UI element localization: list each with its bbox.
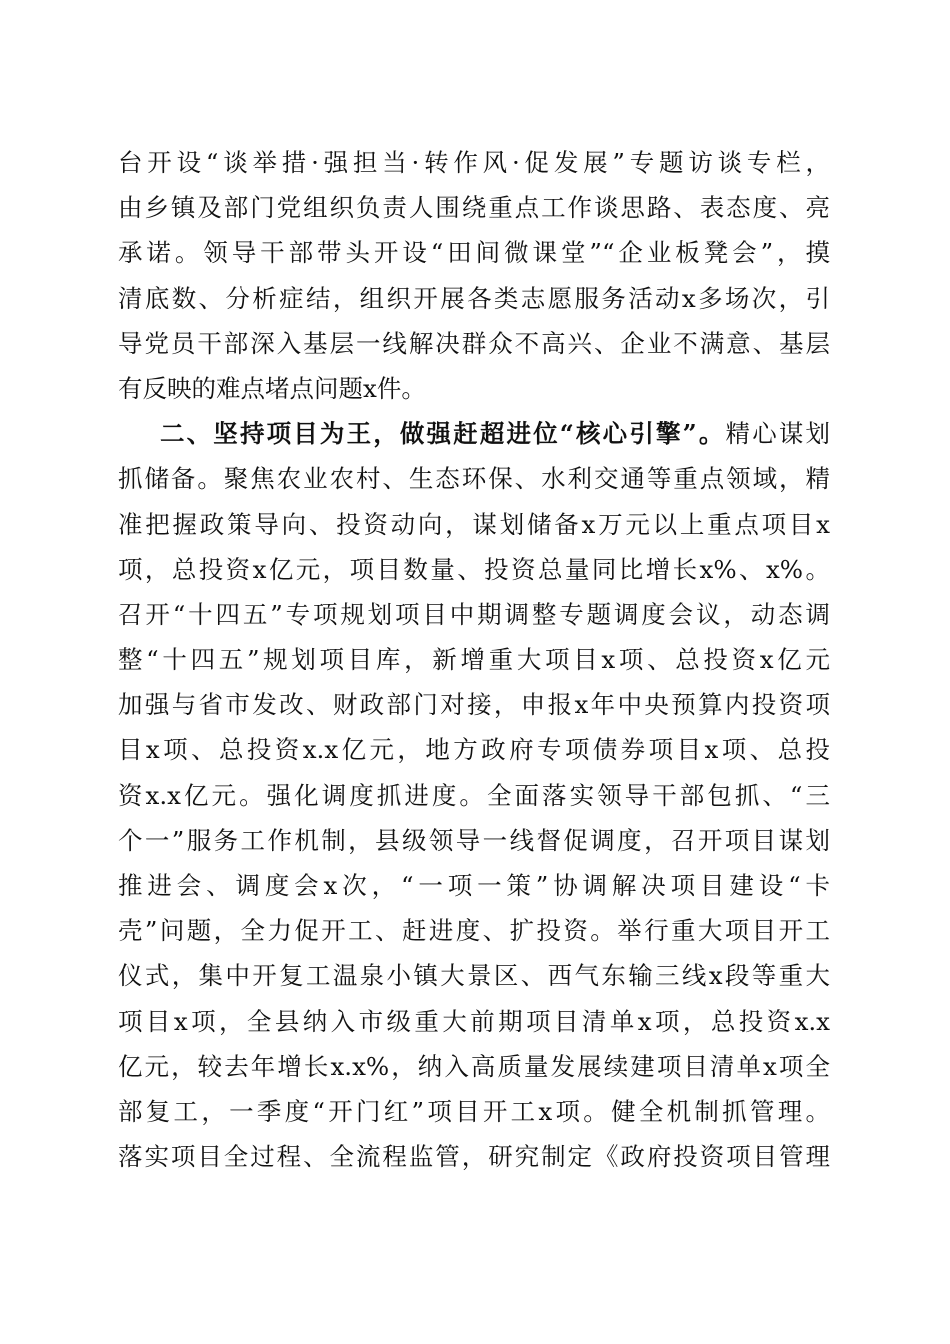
- paragraph2-first-line-rest: 精心谋划: [725, 419, 830, 449]
- paragraph1-line: 台开设“谈举措·强担当·转作风·促发展”专题访谈专栏，: [118, 148, 830, 177]
- paragraph2-line: 仪式，集中开复工温泉小镇大景区、西气东输三线x段等重大: [118, 961, 830, 991]
- paragraph2-line: 抓储备。聚焦农业农村、生态环保、水利交通等重点领域，精: [118, 464, 830, 494]
- paragraph1-line: 清底数、分析症结，组织开展各类志愿服务活动x多场次，引: [118, 283, 830, 313]
- body-text: [118, 140, 830, 1179]
- paragraph2-line: 部复工，一季度“开门红”项目开工x项。健全机制抓管理。: [118, 1096, 830, 1126]
- paragraph2-line: 目x项、总投资x.x亿元，地方政府专项债券项目x项、总投: [118, 735, 830, 765]
- paragraph2-line: 准把握政策导向、投资动向，谋划储备x万元以上重点项目x: [118, 509, 830, 539]
- paragraph2-line: 项，总投资x亿元，项目数量、投资总量同比增长x%、x%。: [118, 554, 830, 584]
- paragraph2-line: 落实项目全过程、全流程监管，研究制定《政府投资项目管理: [118, 1142, 830, 1172]
- paragraph1-line: 由乡镇及部门党组织负责人围绕重点工作谈思路、表态度、亮: [118, 193, 830, 223]
- paragraph2-line: 资x.x亿元。强化调度抓进度。全面落实领导干部包抓、“三: [118, 780, 830, 810]
- paragraph2-line: 加强与省市发改、财政部门对接，申报x年中央预算内投资项: [118, 690, 830, 720]
- section-heading: 二、坚持项目为王，做强赶超进位“核心引擎”。: [160, 419, 726, 449]
- paragraph2-line: 壳”问题，全力促开工、赶进度、扩投资。举行重大项目开工: [118, 916, 830, 946]
- paragraph1-line: 导党员干部深入基层一线解决群众不高兴、企业不满意、基层: [118, 328, 830, 358]
- paragraph2-line: 亿元，较去年增长x.x%，纳入高质量发展续建项目清单x项全: [118, 1051, 830, 1081]
- paragraph2-first-line: [118, 411, 830, 456]
- paragraph2-line: 召开“十四五”专项规划项目中期调整专题调度会议，动态调: [118, 599, 830, 629]
- paragraph2-line: 推进会、调度会x次，“一项一策”协调解决项目建设“卡: [118, 871, 830, 900]
- paragraph2-line: 个一”服务工作机制，县级领导一线督促调度，召开项目谋划: [118, 825, 830, 855]
- paragraph1-line: 承诺。领导干部带头开设“田间微课堂”“企业板凳会”，摸: [118, 238, 830, 268]
- paragraph1-line: 有反映的难点堵点问题x件。: [118, 373, 426, 403]
- paragraph2-line: 整“十四五”规划项目库，新增重大项目x项、总投资x亿元: [118, 645, 830, 675]
- paragraph2-line: 项目x项，全县纳入市级重大前期项目清单x项，总投资x.x: [118, 1006, 830, 1036]
